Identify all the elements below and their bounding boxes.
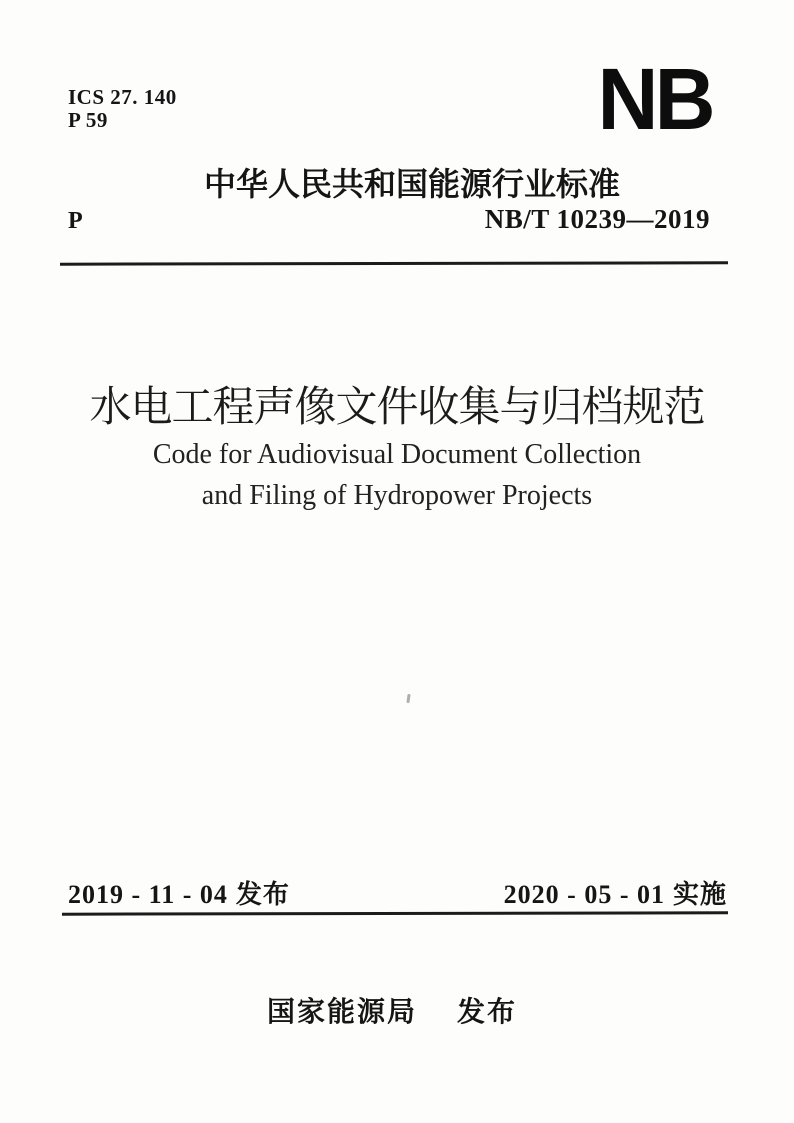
footer-divider-rule xyxy=(62,911,728,915)
document-title-zh: 水电工程声像文件收集与归档规范 xyxy=(89,385,705,431)
publisher-action: 发布 xyxy=(457,996,518,1027)
standard-number: NB/T 10239—2019 xyxy=(484,204,710,234)
ics-block xyxy=(68,86,177,132)
implement-date-label: 实施 xyxy=(672,879,727,909)
header-divider-rule xyxy=(60,261,728,265)
nb-logo: NB xyxy=(597,51,712,148)
issue-date: 2019 - 11 - 04 xyxy=(68,880,228,909)
publisher-name: 国家能源局 xyxy=(266,996,417,1027)
issue-date-label: 发布 xyxy=(235,879,290,909)
implement-date-group xyxy=(504,874,727,911)
standard-category-heading: 中华人民共和国能源行业标准 xyxy=(204,166,621,202)
scan-artifact-mark xyxy=(406,694,410,703)
document-title-en-line2: and Filing of Hydropower Projects xyxy=(201,480,593,511)
ics-code: ICS 27. 140 xyxy=(68,85,177,109)
publisher-row xyxy=(0,990,784,1030)
document-title-en-line1: Code for Audiovisual Document Collection xyxy=(152,439,642,470)
doc-class-code: P 59 xyxy=(68,108,108,132)
date-row xyxy=(68,874,727,911)
implement-date: 2020 - 05 - 01 xyxy=(503,880,665,909)
document-title-en xyxy=(0,434,794,516)
issue-date-group xyxy=(68,874,290,911)
class-letter: P xyxy=(68,208,83,234)
